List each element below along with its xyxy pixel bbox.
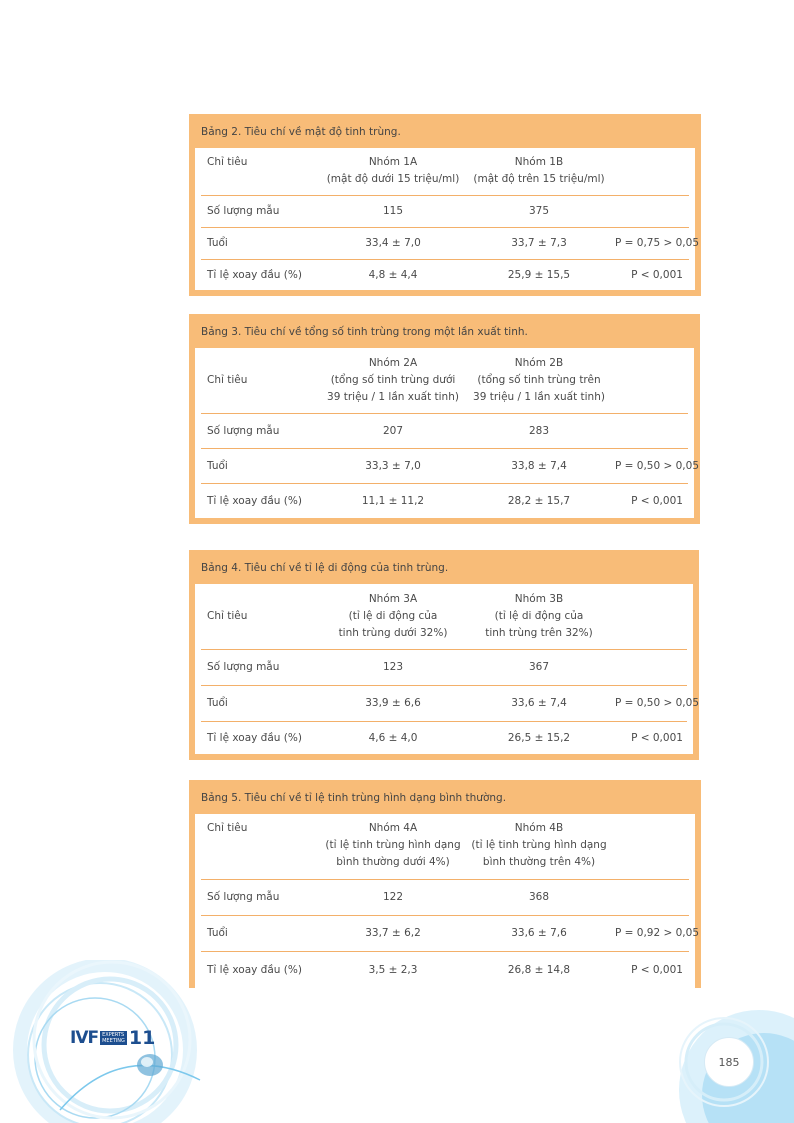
p-value: P < 0,001 — [631, 963, 683, 976]
header-label: Chỉ tiêu — [207, 156, 248, 168]
row-label: Tỉ lệ xoay đầu (%) — [207, 731, 302, 744]
group-2-value: 33,6 ± 7,4 — [511, 697, 567, 709]
p-value — [601, 650, 713, 685]
table-body — [195, 348, 700, 518]
group-2-value: 26,5 ± 15,2 — [507, 731, 571, 744]
header-group-1: Nhóm 2A (tổng số tinh trùng dưới 39 triệu / 1 lần xuất tinh) — [327, 357, 459, 403]
group-2-value: 367 — [528, 661, 550, 673]
group-1-value: 207 — [382, 424, 404, 437]
group-2-value: 33,6 ± 7,6 — [511, 927, 567, 939]
row-label: Số lượng mẫu — [207, 424, 280, 437]
table-title: Bảng 4. Tiêu chí về tỉ lệ di động của tinh trùng. — [201, 562, 449, 574]
group-2-value: 368 — [528, 891, 550, 903]
table-title: Bảng 2. Tiêu chí về mật độ tinh trùng. — [201, 126, 401, 138]
table-row — [201, 916, 700, 952]
p-value: P = 0,92 > 0,05 — [614, 927, 700, 939]
row-label: Tuổi — [207, 237, 228, 249]
header-group-2: Nhóm 2B (tổng số tinh trùng trên 39 triệu / 1 lần xuất tinh) — [473, 357, 605, 403]
group-1-value: 123 — [382, 661, 404, 673]
row-label: Tuổi — [207, 697, 228, 709]
group-2-value: 25,9 ± 15,5 — [507, 268, 571, 281]
p-value — [601, 880, 713, 915]
table-body — [195, 148, 700, 290]
header-group-1: Nhóm 3A (tỉ lệ di động của tinh trùng dưới 32%) — [338, 593, 448, 639]
group-2-value: 283 — [528, 424, 550, 437]
p-value — [601, 196, 713, 227]
header-label: Chỉ tiêu — [207, 374, 248, 386]
group-2-value: 33,8 ± 7,4 — [511, 459, 567, 472]
table-row — [201, 196, 689, 228]
group-1-value: 33,7 ± 6,2 — [365, 927, 421, 939]
row-label: Tỉ lệ xoay đầu (%) — [207, 494, 302, 507]
group-1-value: 33,9 ± 6,6 — [365, 697, 421, 709]
group-2-value: 375 — [528, 205, 550, 217]
table-row — [201, 449, 700, 484]
table-row — [201, 880, 689, 916]
table-2 — [189, 114, 701, 296]
p-value: P = 0,75 > 0,05 — [614, 237, 700, 249]
table-row — [201, 484, 688, 518]
table-row — [201, 228, 700, 260]
table-row — [201, 686, 700, 722]
table-title: Bảng 3. Tiêu chí về tổng số tinh trùng trong một lần xuất tinh. — [201, 326, 528, 338]
table-row — [201, 650, 687, 686]
header-group-1: Nhóm 4A (tỉ lệ tinh trùng hình dạng bình thường dưới 4%) — [325, 822, 461, 868]
p-value: P < 0,001 — [631, 494, 683, 507]
logo-number: 11 — [128, 1027, 156, 1049]
header-label: Chỉ tiêu — [207, 610, 248, 622]
header-group-2: Nhóm 3B (tỉ lệ di động của tinh trùng trên 32%) — [485, 593, 593, 639]
table-header-row — [201, 814, 689, 880]
row-label: Tỉ lệ xoay đầu (%) — [207, 963, 302, 976]
group-1-value: 122 — [382, 891, 404, 903]
table-row — [201, 260, 689, 290]
row-label: Tỉ lệ xoay đầu (%) — [207, 268, 302, 281]
group-2-value: 33,7 ± 7,3 — [511, 237, 567, 249]
group-1-value: 33,4 ± 7,0 — [365, 237, 421, 249]
ivf-logo — [70, 1026, 155, 1050]
p-value: P = 0,50 > 0,05 — [614, 459, 700, 472]
table-header-row — [201, 348, 688, 414]
group-1-value: 4,6 ± 4,0 — [368, 731, 418, 744]
group-2-value: 26,8 ± 14,8 — [507, 963, 571, 976]
table-3 — [189, 314, 700, 524]
row-label: Tuổi — [207, 459, 228, 472]
table-4 — [189, 550, 699, 760]
group-1-value: 11,1 ± 11,2 — [361, 494, 425, 507]
table-header-row — [201, 584, 687, 650]
table-row — [201, 722, 687, 754]
p-value: P < 0,001 — [631, 268, 683, 281]
logo-text: IVF — [70, 1028, 99, 1048]
group-1-value: 115 — [382, 205, 404, 217]
p-value — [601, 414, 713, 448]
header-group-2: Nhóm 1B (mật độ trên 15 triệu/ml) — [473, 156, 605, 185]
table-row — [201, 414, 688, 449]
row-label: Số lượng mẫu — [207, 661, 280, 673]
header-label: Chỉ tiêu — [207, 822, 248, 834]
table-header-row — [201, 148, 689, 196]
table-row — [201, 952, 689, 988]
table-title: Bảng 5. Tiêu chí về tỉ lệ tinh trùng hình dạng bình thường. — [201, 792, 507, 804]
logo-badge: EXPERTS MEETING — [102, 1032, 125, 1044]
table-body — [195, 584, 700, 754]
header-group-1: Nhóm 1A (mật độ dưới 15 triệu/ml) — [326, 156, 460, 185]
row-label: Số lượng mẫu — [207, 891, 280, 903]
page-number: 185 — [704, 1037, 754, 1087]
p-value: P = 0,50 > 0,05 — [614, 697, 700, 709]
group-1-value: 33,3 ± 7,0 — [365, 459, 421, 472]
header-group-2: Nhóm 4B (tỉ lệ tinh trùng hình dạng bình thường trên 4%) — [471, 822, 607, 868]
p-value: P < 0,001 — [631, 731, 683, 744]
row-label: Số lượng mẫu — [207, 205, 280, 217]
row-label: Tuổi — [207, 927, 228, 939]
group-1-value: 4,8 ± 4,4 — [368, 268, 418, 281]
group-1-value: 3,5 ± 2,3 — [368, 963, 418, 976]
table-body — [195, 814, 700, 988]
table-5 — [189, 780, 701, 988]
group-2-value: 28,2 ± 15,7 — [507, 494, 571, 507]
